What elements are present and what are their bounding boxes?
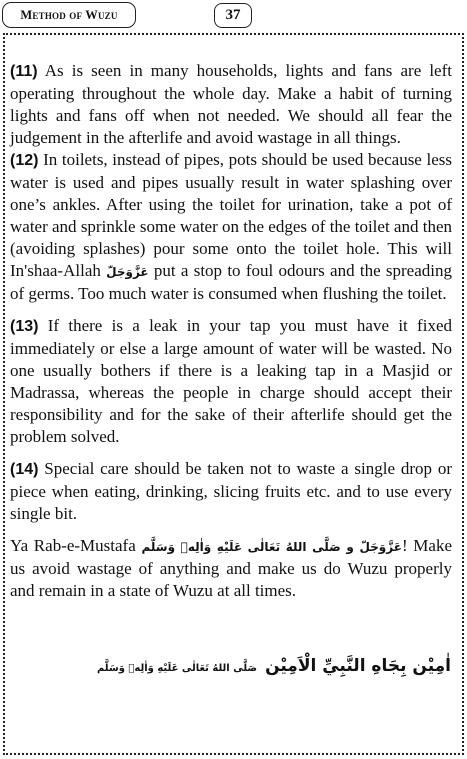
paragraph-text-continued: put a stop to foul odours and the spreading of germs. Too much water is consumed when flushing the toilet. — [10, 261, 452, 303]
paragraph-12 — [10, 149, 452, 305]
paragraph-11 — [10, 60, 452, 149]
paragraph-text: In toilets, instead of pipes, pots should be used because less water is used and pipes usually result in water splashing over one’s ankles. After using the toilet for urination, take a pot of water and sprinkle some water on the edges of the toilet and then (avoiding splashes) pour some onto the toilet hole. This will In'shaa-Allah — [10, 150, 452, 280]
closing-prayer — [10, 535, 452, 602]
dua-ameen: اٰمِيْن بِجَاهِ النَّبِيِّ الْاَمِيْن — [265, 656, 451, 676]
page-body — [10, 60, 452, 612]
arabic-salutation: عَزَّوَجَلّ و صَلَّى اللهُ تَعَالٰى عَلَيْهِ وَاٰلِهٖ وَسَلَّم — [141, 540, 402, 554]
dua-salutation: صَلَّى اللهُ تَعَالٰى عَلَيْهِ وَاٰلِهٖ وَسَلَّم — [96, 663, 258, 674]
closing-dua — [97, 656, 451, 676]
paragraph-number: (12) — [10, 152, 39, 169]
page-number-text: 37 — [225, 7, 241, 23]
arabic-honorific: عَزَّوَجَلّ — [106, 265, 149, 279]
paragraph-text: If there is a leak in your tap you must have it fixed immediately or else a large amount of water will be wasted. No one usually bothers if there is a leaking tap in a Masjid or Madrassa, whereas the people in charge should accept their responsibility and for the sake of their afterlife should get the problem solved. — [10, 316, 452, 446]
paragraph-text: As is seen in many households, lights and fans are left operating throughout the whole day. Make a habit of turning lights and fans off when not needed. We should all fear the judgement in the afterlife and avoid wastage in all things. — [10, 61, 452, 147]
paragraph-number: (13) — [10, 318, 39, 335]
page-number — [214, 3, 252, 28]
paragraph-text: Special care should be taken not to waste a single drop or piece when eating, drinking, slicing fruits etc. and to use every single bit. — [10, 459, 452, 523]
paragraph-14 — [10, 458, 452, 525]
paragraph-13 — [10, 315, 452, 448]
chapter-title-text: Method of Wuzu — [20, 7, 118, 22]
closing-text: Ya Rab-e-Mustafa — [10, 536, 142, 555]
chapter-title — [2, 2, 136, 28]
paragraph-number: (11) — [10, 63, 38, 80]
paragraph-number: (14) — [10, 461, 39, 478]
closing-text-continued: ! Make us avoid wastage of anything and make us do Wuzu properly and remain in a state of Wuzu at all times. — [10, 536, 452, 600]
